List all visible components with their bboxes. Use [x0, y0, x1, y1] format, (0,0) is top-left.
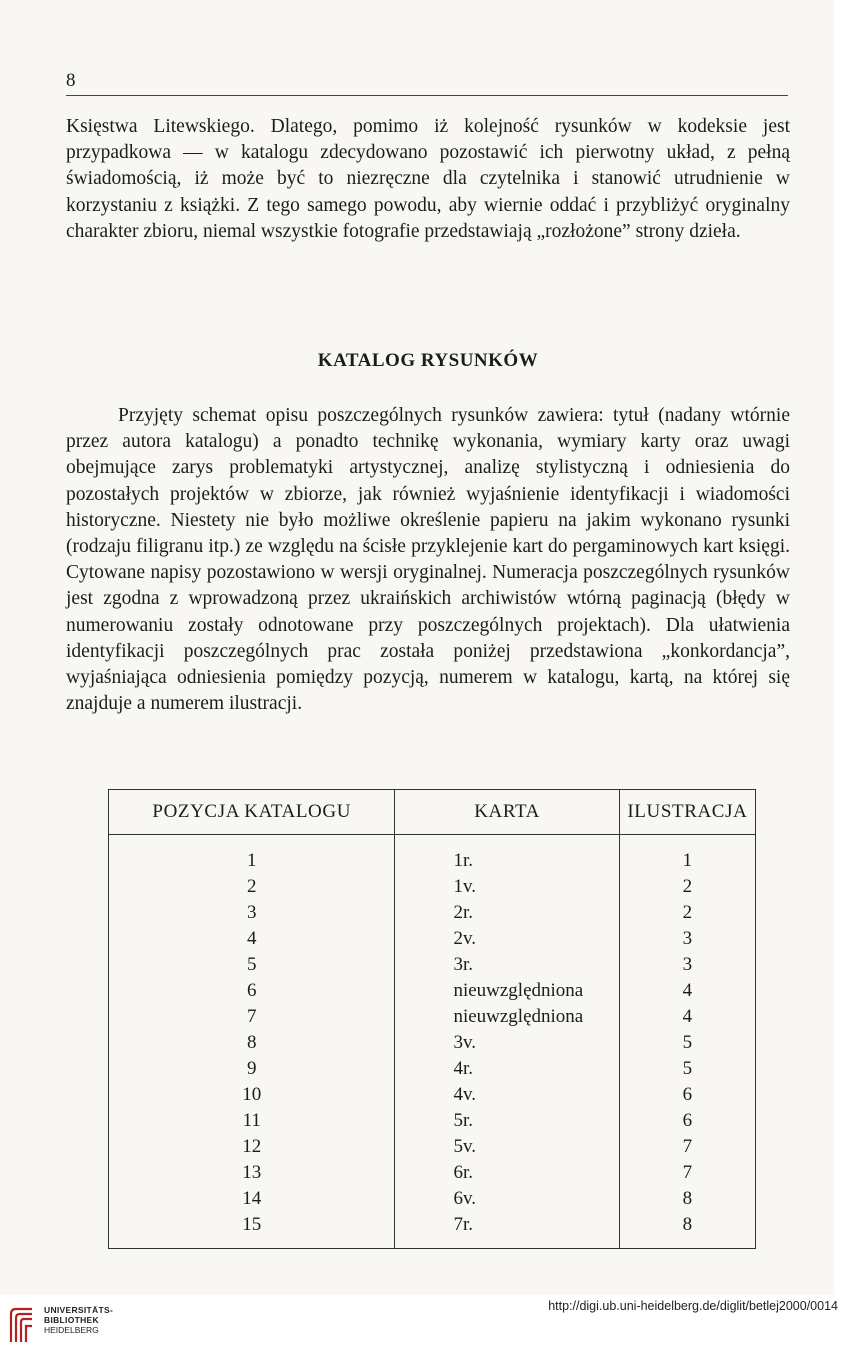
library-logo-text — [44, 1305, 113, 1335]
cell-card: 6r. — [395, 1160, 619, 1186]
cell-card: 6v. — [395, 1186, 619, 1212]
page-edge — [834, 0, 848, 1295]
cell-illustration: 3 — [619, 926, 755, 952]
table-body — [109, 835, 756, 1249]
cell-position: 1 — [246, 850, 257, 871]
table-row — [109, 874, 756, 900]
table-row — [109, 900, 756, 926]
cell-illustration: 4 — [619, 978, 755, 1004]
cell-card: 7r. — [395, 1212, 619, 1249]
table-row — [109, 978, 756, 1004]
table-row — [109, 1004, 756, 1030]
header-position: POZYCJA KATALOGU — [109, 790, 395, 835]
cell-illustration: 3 — [619, 952, 755, 978]
cell-illustration: 2 — [619, 900, 755, 926]
cell-position: 9 — [246, 1058, 257, 1079]
cell-position: 14 — [242, 1188, 262, 1209]
page-number: 8 — [66, 70, 76, 91]
intro-paragraph: Księstwa Litewskiego. Dlatego, pomimo iż kolejność rysunków w kodeksie jest przypadkowa — w katalogu zdecydowano pozostawić ich pierwotny układ, z pełną świadomością, iż może być to niezręczne dla czytelnika i stanowić utrudnienie w korzystaniu z książki. Z tego samego powodu, aby wiernie oddać i przybliżyć oryginalny charakter zbioru, niemal wszystkie fotografie przedstawiają „rozłożone” strony dzieła. — [66, 116, 790, 242]
cell-position: 5 — [246, 954, 257, 975]
table-header-row — [109, 790, 756, 835]
section-heading: KATALOG RYSUNKÓW — [317, 350, 539, 371]
header-card: KARTA — [395, 790, 619, 835]
cell-card: 3r. — [395, 952, 619, 978]
cell-position: 15 — [242, 1214, 262, 1235]
library-logo-icon — [8, 1306, 36, 1344]
cell-illustration: 2 — [619, 874, 755, 900]
cell-illustration: 6 — [619, 1082, 755, 1108]
cell-position: 8 — [246, 1032, 257, 1053]
cell-position: 12 — [242, 1136, 262, 1157]
cell-illustration: 8 — [619, 1212, 755, 1249]
cell-illustration: 5 — [619, 1030, 755, 1056]
logo-line-3: HEIDELBERG — [44, 1325, 99, 1335]
cell-position: 3 — [246, 902, 257, 923]
header-illustration: ILUSTRACJA — [619, 790, 755, 835]
cell-card: 5v. — [395, 1134, 619, 1160]
cell-card: 2r. — [395, 900, 619, 926]
table-row — [109, 1030, 756, 1056]
table-row — [109, 1160, 756, 1186]
cell-card: 4r. — [395, 1056, 619, 1082]
cell-illustration: 6 — [619, 1108, 755, 1134]
table-row — [109, 1212, 756, 1249]
table-row — [109, 1108, 756, 1134]
cell-card: 1r. — [395, 835, 619, 875]
cell-position: 13 — [242, 1162, 262, 1183]
cell-card: 3v. — [395, 1030, 619, 1056]
logo-line-2: BIBLIOTHEK — [44, 1315, 99, 1325]
table-row — [109, 952, 756, 978]
description-paragraph: Przyjęty schemat opisu poszczególnych rysunków zawiera: tytuł (nadany wtórnie przez autora katalogu) a ponadto technikę wykonania, wymiary karty oraz uwagi obejmujące zarys problematyki artystycznej, analizę stylistyczną i odniesienia do pozostałych projektów w zbiorze, jak również wyjaśnienie identyfikacji i wiadomości historyczne. Niestety nie było możliwe określenie papieru na jakim wykonano rysunki (rodzaju filigranu itp.) ze względu na ścisłe przyklejenie kart do pergaminowych kart księgi. Cytowane napisy pozostawiono w wersji oryginalnej. Numeracja poszczególnych rysunków jest zgodna z wprowadzoną przez ukraińskich archiwistów wtórną paginacją (błędy w numerowaniu zostały odnotowane przy poszczególnych projektach). Dla ułatwienia identyfikacji poszczególnych prac została poniżej przedstawiona „konkordancja”, wyjaśniająca odniesienia pomiędzy pozycją, numerem w katalogu, kartą, na której się znajduje a numerem ilustracji. — [66, 405, 790, 715]
cell-card: 2v. — [395, 926, 619, 952]
cell-position: 4 — [246, 928, 257, 949]
cell-position: 2 — [246, 876, 257, 897]
table-row — [109, 835, 756, 875]
table-row — [109, 1134, 756, 1160]
concordance-table — [108, 789, 756, 1249]
cell-card: 5r. — [395, 1108, 619, 1134]
cell-illustration: 7 — [619, 1134, 755, 1160]
cell-card: nieuwzględniona — [395, 978, 619, 1004]
cell-position: 7 — [246, 1006, 257, 1027]
cell-position: 11 — [242, 1110, 261, 1131]
logo-line-1: UNIVERSITÄTS- — [44, 1305, 114, 1315]
table-row — [109, 1082, 756, 1108]
cell-illustration: 1 — [619, 835, 755, 875]
header-rule — [66, 95, 788, 96]
cell-illustration: 4 — [619, 1004, 755, 1030]
cell-card: 4v. — [395, 1082, 619, 1108]
cell-illustration: 8 — [619, 1186, 755, 1212]
table-row — [109, 1186, 756, 1212]
cell-position: 10 — [242, 1084, 262, 1105]
source-url-link[interactable]: http://digi.ub.uni-heidelberg.de/diglit/betlej2000/0014 — [548, 1299, 838, 1313]
table-row — [109, 926, 756, 952]
cell-illustration: 5 — [619, 1056, 755, 1082]
cell-illustration: 7 — [619, 1160, 755, 1186]
cell-card: nieuwzględniona — [395, 1004, 619, 1030]
table-row — [109, 1056, 756, 1082]
cell-card: 1v. — [395, 874, 619, 900]
cell-position: 6 — [246, 980, 257, 1001]
